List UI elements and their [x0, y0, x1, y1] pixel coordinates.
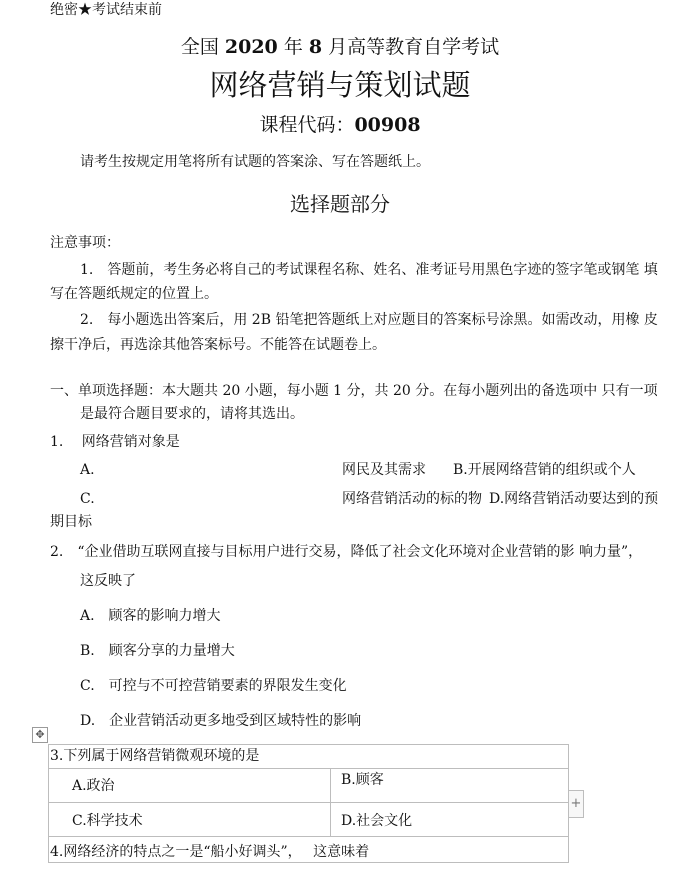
q1-option-c-text: 网络营销活动的标的物: [342, 491, 482, 507]
note-2-line-2: 擦干净后，再选涂其他答案标号。不能答在试题卷上。: [50, 337, 386, 353]
q2-option-a: A. 顾客的影响力增大: [80, 608, 221, 624]
q2-stem-line-2: 这反映了: [80, 573, 136, 589]
q2-option-b: B. 顾客分享的力量增大: [80, 643, 235, 659]
table-divider: [48, 768, 568, 769]
add-row-plus-icon[interactable]: +: [568, 790, 584, 818]
page-title: 网络营销与策划试题: [209, 68, 471, 102]
q2-stem-line-1: 2. “企业借助互联网直接与目标用户进行交易，降低了社会文化环境对企业营销的影 响力量”，: [50, 544, 643, 560]
q1-stem: 1. 网络营销对象是: [50, 434, 180, 450]
q3-option-b: B.顾客: [341, 772, 384, 788]
confidential-label: 绝密★考试结束前: [50, 2, 162, 18]
q2-option-d: D. 企业营销活动更多地受到区域特性的影响: [80, 713, 362, 729]
q1-option-a-text: 网民及其需求: [342, 462, 426, 478]
note-1-line-1: 1. 答题前，考生务必将自己的考试课程名称、姓名、准考证号用黑色字迹的签字笔或钢笔 填: [80, 262, 658, 278]
part1-line-1: 一、单项选择题：本大题共 20 小题，每小题 1 分，共 20 分。在每小题列出的备选项中 只有一项: [50, 383, 658, 399]
table-divider: [48, 836, 568, 837]
note-1-line-2: 写在答题纸规定的位置上。: [50, 286, 218, 302]
part1-line-2: 是最符合题目要求的，请将其选出。: [80, 406, 304, 422]
section-title: 选择题部分: [290, 192, 390, 216]
course-code: 课程代码：00908: [259, 114, 421, 136]
q3-option-d: D.社会文化: [341, 813, 413, 829]
note-2-line-1: 2. 每小题选出答案后，用 2B 铅笔把答题纸上对应题目的答案标号涂黑。如需改动，用橡 皮: [80, 312, 658, 328]
instruction-text: 请考生按规定用笔将所有试题的答案涂、写在答题纸上。: [80, 154, 430, 170]
q4-stem: 4.网络经济的特点之一是“船小好调头”， 这意味着: [50, 844, 370, 860]
q3-option-a: A.政治: [72, 778, 115, 794]
q1-option-d-continued: 期目标: [50, 514, 92, 530]
q3-stem: 3.下列属于网络营销微观环境的是: [50, 748, 260, 764]
exam-line: 全国 2020 年 8 月高等教育自学考试: [180, 36, 500, 58]
table-divider: [330, 768, 331, 836]
notes-heading: 注意事项：: [50, 235, 120, 251]
table-move-handle-icon[interactable]: ✥: [32, 727, 48, 743]
q3-option-c: C.科学技术: [72, 813, 143, 829]
table-divider: [48, 802, 568, 803]
q1-option-b: B.开展网络营销的组织或个人: [453, 462, 636, 478]
q1-option-a-label: A.: [80, 462, 95, 478]
q1-option-d: D.网络营销活动要达到的预: [489, 491, 659, 507]
q2-option-c: C. 可控与不可控营销要素的界限发生变化: [80, 678, 347, 694]
q1-option-c-label: C.: [80, 491, 95, 507]
